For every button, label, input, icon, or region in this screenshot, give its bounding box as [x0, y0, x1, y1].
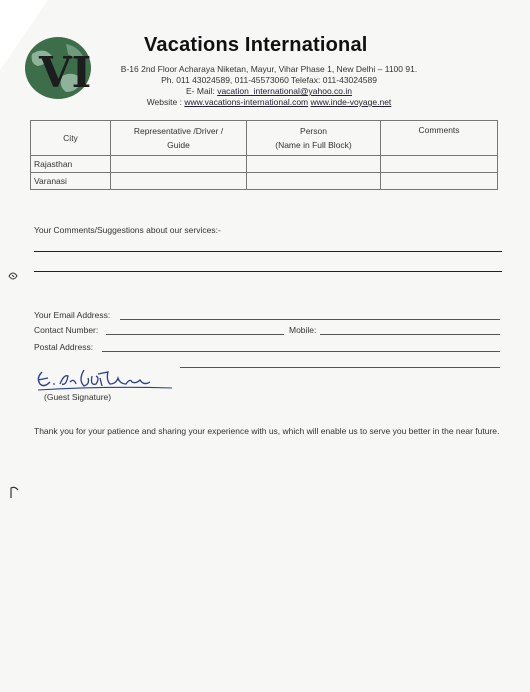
col-header-person [247, 121, 381, 156]
email-field[interactable] [120, 319, 500, 320]
table-cell-person[interactable] [247, 156, 381, 173]
email-label: E- Mail: [186, 86, 215, 96]
closing-message: Thank you for your patience and sharing your experience with us, which will enable us to serve you better in the near future. [34, 426, 500, 436]
table-cell-comments[interactable] [381, 156, 498, 173]
phone-line: Ph. 011 43024589, 011-45573060 Telefax: 011-43024589 [161, 75, 377, 85]
mobile-label: Mobile: [289, 325, 317, 335]
table-cell-comments[interactable] [381, 173, 498, 190]
person-header-line1: Person [300, 126, 327, 136]
website-link-2[interactable]: www.inde-voyage.net [310, 97, 392, 107]
punch-hole-mark [8, 484, 22, 500]
guest-signature [34, 364, 174, 394]
guide-rating-table [30, 120, 498, 190]
comments-line-2[interactable] [34, 271, 502, 272]
col-header-city: City [31, 121, 111, 156]
postal-address-label: Postal Address: [34, 342, 94, 352]
col-header-representative [111, 121, 247, 156]
table-cell-representative[interactable] [111, 173, 247, 190]
website-link-1[interactable]: www.vacations-international.com [184, 97, 309, 107]
svg-text:VI: VI [39, 48, 92, 97]
address-line: B-16 2nd Floor Acharaya Niketan, Mayur, Vihar Phase 1, New Delhi – 1100 91. [120, 64, 418, 74]
col-header-comments: Comments [381, 121, 498, 156]
contact-number-field[interactable] [106, 334, 284, 335]
comments-line-1[interactable] [34, 251, 502, 252]
email-line [104, 86, 434, 97]
punch-hole-mark [6, 268, 20, 284]
website-label: Website : [146, 97, 182, 107]
email-link[interactable]: vacation_international@yahoo.co.in [217, 86, 352, 96]
table-row [31, 173, 498, 190]
company-name: Vacations International [144, 34, 368, 56]
table-header-row [31, 121, 498, 156]
table-cell-city: Rajasthan [31, 156, 111, 173]
postal-address-field[interactable] [102, 351, 500, 352]
table-row [31, 156, 498, 173]
rep-header-line1: Representative /Driver / [133, 126, 224, 136]
guest-signature-caption: (Guest Signature) [44, 392, 112, 402]
table-cell-person[interactable] [247, 173, 381, 190]
website-line [104, 97, 434, 108]
table-cell-city: Varanasi [31, 173, 111, 190]
rep-header-line2: Guide [167, 140, 190, 150]
contact-number-label: Contact Number: [34, 325, 99, 335]
globe-logo-icon [22, 34, 94, 102]
table-cell-representative[interactable] [111, 156, 247, 173]
postal-address-field-2[interactable] [180, 367, 500, 368]
email-field-label: Your Email Address: [34, 310, 111, 320]
mobile-field[interactable] [320, 334, 500, 335]
person-header-line2: (Name in Full Block) [275, 140, 352, 150]
comments-label: Your Comments/Suggestions about our services:- [34, 225, 221, 235]
